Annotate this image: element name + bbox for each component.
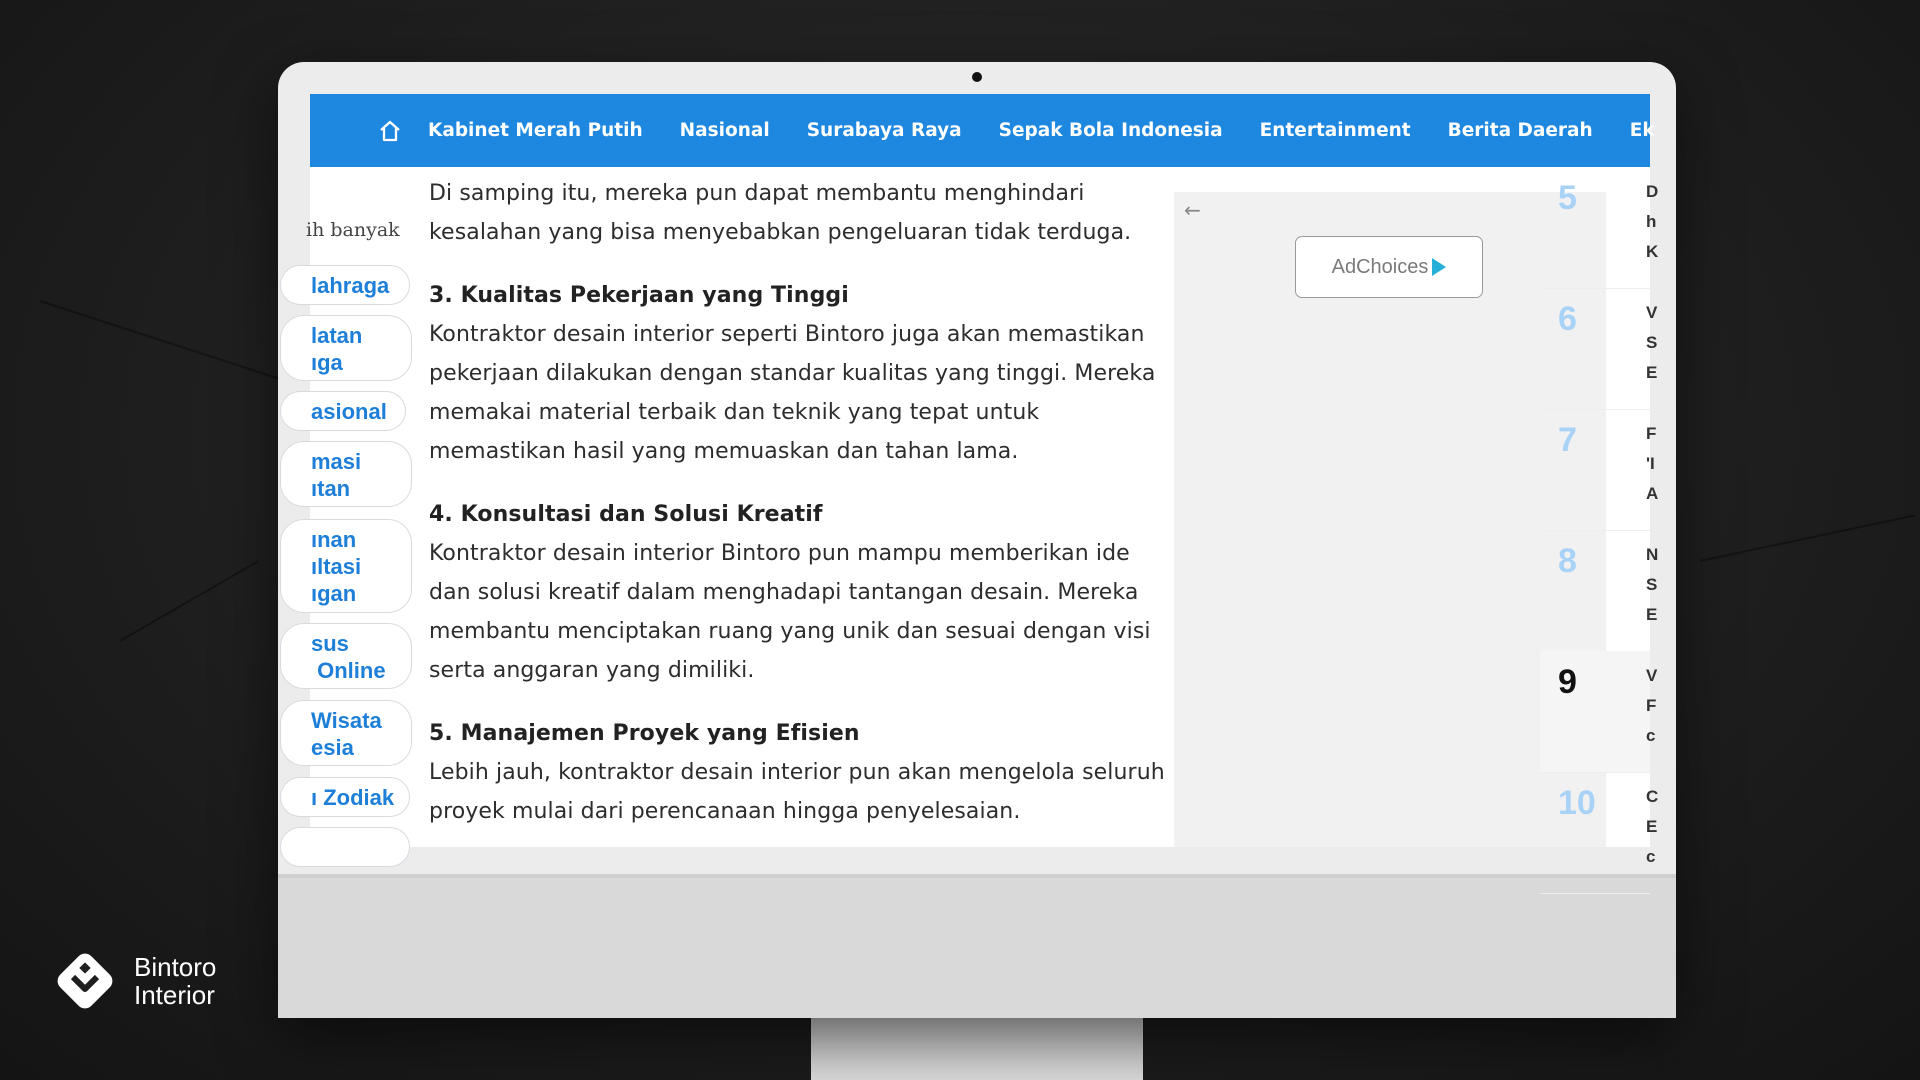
rank-title-snippet: F 'I A	[1646, 424, 1659, 503]
section-heading: 5. Manajemen Proyek yang Efisien	[429, 721, 860, 746]
nav-item-nasional[interactable]: Nasional	[679, 120, 770, 141]
popular-list	[1540, 167, 1659, 866]
rank-number: 9	[1558, 663, 1577, 701]
rank-title-snippet: V S E	[1646, 303, 1658, 382]
nav-item-surabaya-raya[interactable]: Surabaya Raya	[806, 120, 962, 141]
home-icon[interactable]	[378, 118, 402, 144]
rank-title-snippet: D h K	[1646, 182, 1659, 261]
brand-name-line1: Bintoro	[134, 952, 217, 982]
popular-list-item[interactable]	[1540, 409, 1659, 531]
topic-tag[interactable]: ınan ıltasi ıgan	[280, 519, 412, 613]
topic-tag[interactable]: asional	[280, 391, 406, 431]
sidebar-intro-text: ih banyak	[306, 219, 400, 241]
nav-item-kabinet[interactable]: Kabinet Merah Putih	[428, 120, 643, 141]
nav-item-berita-daerah[interactable]: Berita Daerah	[1447, 120, 1593, 141]
bintoro-logo-icon	[54, 950, 116, 1012]
topic-tag[interactable]: Wisata esia	[280, 700, 412, 766]
section-heading: 4. Konsultasi dan Solusi Kreatif	[429, 502, 823, 527]
nav-item-ekonomi[interactable]: Ek	[1629, 120, 1655, 141]
background-texture	[1700, 514, 1916, 562]
rank-number: 7	[1558, 421, 1577, 459]
popular-list-item[interactable]	[1540, 167, 1659, 289]
topic-tag[interactable]: lahraga	[280, 265, 410, 305]
article-paragraph: Kontraktor desain interior seperti Bintoro juga akan memastikan pekerjaan dilakukan dengan standar kualitas yang tinggi. Mereka memakai material terbaik dan teknik yang tepat untuk memastikan hasil yang memuaskan dan tahan lama.	[429, 322, 1156, 464]
popular-list-item[interactable]	[1540, 772, 1659, 894]
browser-screen	[306, 94, 1659, 866]
article-body	[429, 174, 1169, 855]
rank-title-snippet: N S E	[1646, 545, 1659, 624]
adchoices-button[interactable]: AdChoices	[1295, 236, 1483, 298]
adchoices-play-icon	[1432, 258, 1446, 276]
article-paragraph: Lebih jauh, kontraktor desain interior pun akan mengelola seluruh proyek mulai dari perencanaan hingga penyelesaian.	[429, 760, 1165, 824]
topic-tag[interactable]: masi ıtan	[280, 441, 412, 507]
rank-number: 8	[1558, 542, 1577, 580]
rank-number: 10	[1558, 784, 1596, 822]
monitor-chin	[278, 878, 1676, 1018]
nav-item-entertainment[interactable]: Entertainment	[1259, 120, 1411, 141]
popular-list-item[interactable]	[1540, 651, 1658, 773]
article-paragraph: Di samping itu, mereka pun dapat membantu menghindari kesalahan yang bisa menyebabkan pengeluaran tidak terduga.	[429, 181, 1132, 245]
background-texture	[40, 300, 288, 382]
topic-tag[interactable]: ı Zodiak	[280, 777, 410, 817]
rank-title-snippet: C E c	[1646, 787, 1659, 866]
left-sidebar	[306, 167, 422, 847]
monitor	[278, 62, 1676, 1018]
article-paragraph: Kontraktor desain interior Bintoro pun mampu memberikan ide dan solusi kreatif dalam menghadapi tantangan desain. Mereka membantu menciptakan ruang yang unik dan sesuai dengan visi serta anggaran yang dimiliki.	[429, 541, 1151, 683]
nav-item-sepak-bola[interactable]: Sepak Bola Indonesia	[998, 120, 1223, 141]
popular-list-item[interactable]	[1540, 530, 1659, 652]
rank-number: 5	[1558, 179, 1577, 217]
background-texture	[120, 560, 260, 642]
brand-logo-block	[54, 950, 216, 1012]
monitor-stand	[811, 1018, 1143, 1080]
section-heading: 3. Kualitas Pekerjaan yang Tinggi	[429, 283, 849, 308]
top-navbar	[310, 94, 1655, 167]
topic-tag[interactable]: sus Online	[280, 623, 412, 689]
rank-number: 6	[1558, 300, 1577, 338]
popular-list-item[interactable]	[1540, 288, 1658, 410]
topic-tag[interactable]	[280, 827, 410, 867]
brand-name-line2: Interior	[134, 980, 215, 1010]
topic-tag[interactable]: latan ıga	[280, 315, 412, 381]
arrow-left-icon[interactable]: ←	[1184, 198, 1201, 222]
camera-dot	[972, 72, 982, 82]
rank-title-snippet: V F c	[1646, 666, 1658, 745]
